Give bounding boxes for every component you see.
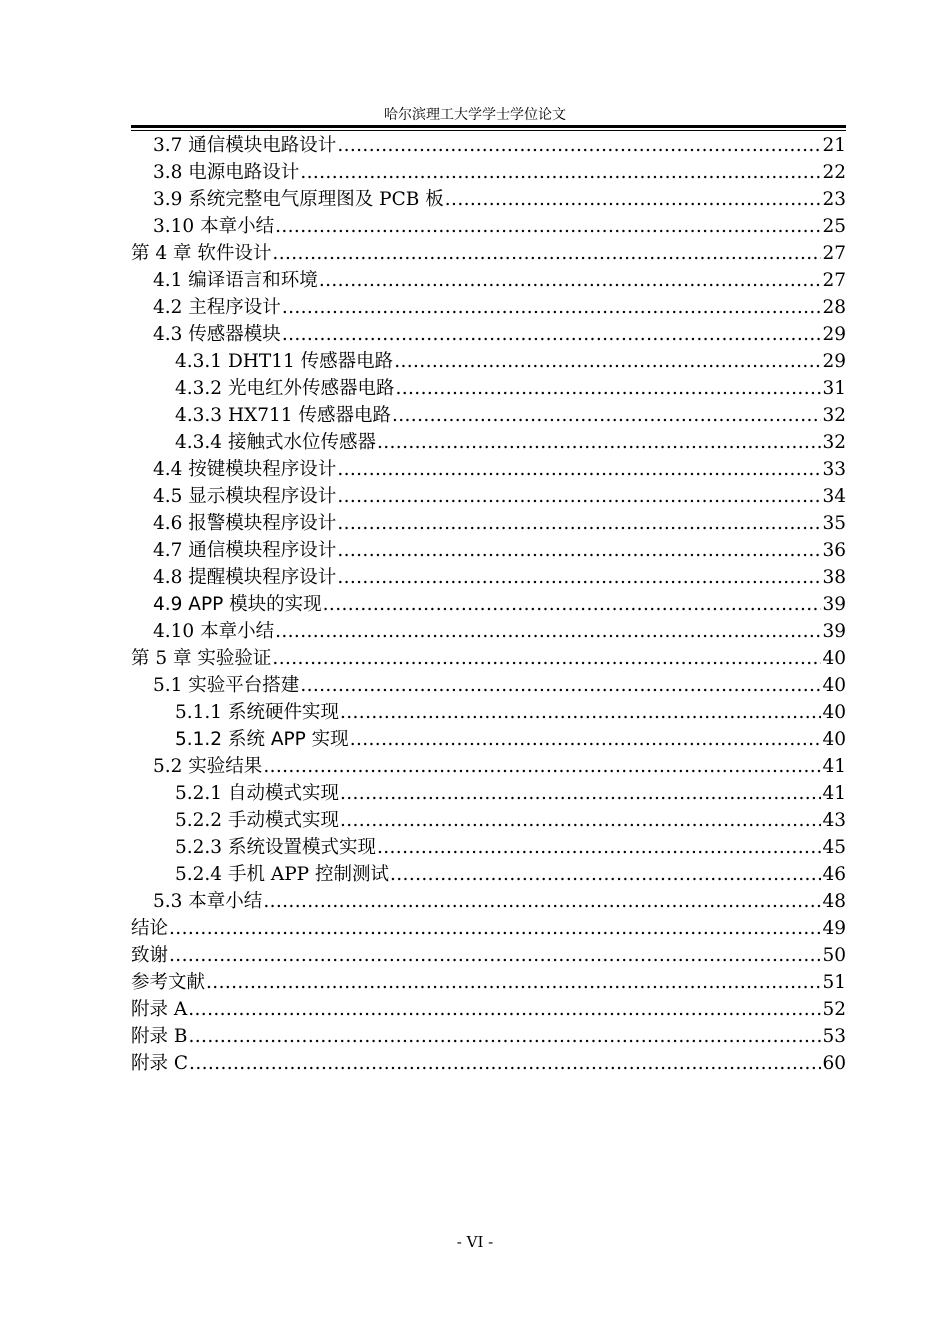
toc-dot-leader	[189, 1050, 821, 1077]
toc-dot-leader	[445, 186, 822, 213]
toc-entry[interactable]	[131, 699, 846, 726]
toc-dot-leader	[337, 483, 821, 510]
toc-entry[interactable]	[131, 132, 846, 159]
toc-dot-leader	[392, 402, 822, 429]
toc-entry-title: 5.3 本章小结	[153, 891, 263, 912]
toc-dot-leader	[272, 645, 821, 672]
toc-entry-title: 4.8 提醒模块程序设计	[153, 567, 337, 588]
toc-entry[interactable]	[131, 915, 846, 942]
header-rule-thick	[131, 125, 846, 128]
toc-entry-title: 第 4 章 软件设计	[131, 243, 272, 264]
toc-entry-page: 60	[822, 1053, 846, 1074]
toc-entry[interactable]	[131, 321, 846, 348]
toc-entry[interactable]	[131, 564, 846, 591]
toc-entry[interactable]	[131, 726, 846, 753]
toc-entry-page: 23	[822, 189, 846, 210]
toc-dot-leader	[337, 537, 821, 564]
toc-entry-page: 40	[822, 702, 846, 723]
toc-entry[interactable]	[131, 483, 846, 510]
toc-entry-title: 4.1 编译语言和环境	[153, 270, 318, 291]
toc-entry-title: 3.9 系统完整电气原理图及 PCB 板	[153, 189, 444, 210]
toc-entry[interactable]	[131, 645, 846, 672]
toc-entry-title: 4.2 主程序设计	[153, 297, 281, 318]
toc-entry-title: 4.3 传感器模块	[153, 324, 281, 345]
toc-entry-title: 致谢	[131, 945, 169, 966]
toc-entry-title: 4.6 报警模块程序设计	[153, 513, 337, 534]
toc-entry-title: 4.3.1 DHT11 传感器电路	[175, 351, 394, 372]
toc-dot-leader	[263, 888, 821, 915]
toc-entry-title: 5.2.4 手机 APP 控制测试	[175, 864, 389, 885]
toc-entry-title: 5.1 实验平台搭建	[153, 675, 300, 696]
toc-entry[interactable]	[131, 186, 846, 213]
toc-entry-page: 34	[822, 486, 846, 507]
toc-entry-title: 4.10 本章小结	[153, 621, 275, 642]
running-header-title: 哈尔滨理工大学学士学位论文	[384, 107, 566, 123]
toc-entry-page: 52	[822, 999, 846, 1020]
toc-dot-leader	[275, 618, 821, 645]
toc-entry-page: 38	[822, 567, 846, 588]
toc-entry[interactable]	[131, 267, 846, 294]
toc-dot-leader	[394, 348, 821, 375]
toc-entry-page: 46	[822, 864, 846, 885]
toc-entry[interactable]	[131, 240, 846, 267]
toc-dot-leader	[272, 240, 821, 267]
toc-entry[interactable]	[131, 159, 846, 186]
toc-entry-page: 31	[822, 378, 846, 399]
toc-entry-page: 27	[822, 243, 846, 264]
toc-entry-page: 51	[822, 972, 846, 993]
toc-entry-page: 33	[822, 459, 846, 480]
toc-entry-page: 36	[822, 540, 846, 561]
toc-entry[interactable]	[131, 888, 846, 915]
toc-entry-page: 50	[822, 945, 846, 966]
toc-dot-leader	[337, 564, 821, 591]
toc-entry-title: 第 5 章 实验验证	[131, 648, 272, 669]
toc-entry[interactable]	[131, 753, 846, 780]
toc-entry-page: 29	[822, 324, 846, 345]
toc-entry-title: 5.1.2 系统 APP 实现	[175, 729, 349, 750]
toc-entry[interactable]	[131, 1023, 846, 1050]
toc-entry-page: 22	[822, 162, 846, 183]
toc-dot-leader	[275, 213, 821, 240]
toc-entry-page: 48	[822, 891, 846, 912]
toc-dot-leader	[263, 753, 821, 780]
toc-entry[interactable]	[131, 969, 846, 996]
toc-dot-leader	[323, 591, 822, 618]
toc-entry[interactable]	[131, 213, 846, 240]
toc-entry-title: 4.3.2 光电红外传感器电路	[175, 378, 395, 399]
toc-entry[interactable]	[131, 402, 846, 429]
toc-dot-leader	[300, 672, 821, 699]
header-rule-thin	[131, 130, 846, 131]
toc-dot-leader	[282, 321, 822, 348]
toc-entry-title: 结论	[131, 918, 169, 939]
toc-entry-title: 4.9 APP 模块的实现	[153, 594, 322, 615]
toc-dot-leader	[390, 861, 821, 888]
toc-dot-leader	[282, 294, 822, 321]
toc-dot-leader	[350, 726, 822, 753]
toc-dot-leader	[340, 699, 821, 726]
toc-entry-page: 25	[822, 216, 846, 237]
toc-entry-title: 3.8 电源电路设计	[153, 162, 300, 183]
toc-entry-title: 4.4 按键模块程序设计	[153, 459, 337, 480]
toc-entry-title: 附录 A	[131, 999, 188, 1020]
toc-entry-title: 4.5 显示模块程序设计	[153, 486, 337, 507]
toc-entry-page: 41	[822, 756, 846, 777]
toc-entry[interactable]	[131, 375, 846, 402]
toc-dot-leader	[300, 159, 821, 186]
toc-dot-leader	[395, 375, 821, 402]
toc-entry-page: 41	[822, 783, 846, 804]
toc-dot-leader	[377, 429, 821, 456]
toc-entry-title: 参考文献	[131, 972, 206, 993]
toc-entry[interactable]	[131, 861, 846, 888]
toc-entry-title: 3.7 通信模块电路设计	[153, 135, 337, 156]
toc-entry-page: 45	[822, 837, 846, 858]
toc-dot-leader	[337, 510, 821, 537]
toc-entry-title: 附录 B	[131, 1026, 188, 1047]
toc-entry[interactable]	[131, 672, 846, 699]
toc-dot-leader	[319, 267, 822, 294]
toc-entry-page: 35	[822, 513, 846, 534]
toc-entry[interactable]	[131, 456, 846, 483]
toc-dot-leader	[169, 942, 821, 969]
toc-entry[interactable]	[131, 807, 846, 834]
table-of-contents	[131, 132, 846, 1077]
toc-entry-title: 4.7 通信模块程序设计	[153, 540, 337, 561]
toc-entry[interactable]	[131, 294, 846, 321]
page-number-footer: - VI -	[456, 1233, 494, 1251]
toc-entry-page: 40	[822, 729, 846, 750]
toc-entry-title: 5.2.3 系统设置模式实现	[175, 837, 376, 858]
toc-dot-leader	[206, 969, 821, 996]
toc-entry[interactable]	[131, 942, 846, 969]
toc-entry-page: 21	[822, 135, 846, 156]
toc-dot-leader	[340, 807, 821, 834]
toc-entry-page: 28	[822, 297, 846, 318]
toc-entry-page: 32	[822, 432, 846, 453]
toc-entry-page: 49	[822, 918, 846, 939]
toc-entry[interactable]	[131, 996, 846, 1023]
toc-entry[interactable]	[131, 510, 846, 537]
toc-entry-page: 29	[822, 351, 846, 372]
toc-entry-page: 43	[822, 810, 846, 831]
toc-entry-title: 4.3.3 HX711 传感器电路	[175, 405, 391, 426]
toc-entry-title: 4.3.4 接触式水位传感器	[175, 432, 376, 453]
toc-dot-leader	[188, 1023, 821, 1050]
toc-entry-title: 3.10 本章小结	[153, 216, 275, 237]
toc-entry-page: 40	[822, 648, 846, 669]
toc-dot-leader	[337, 456, 821, 483]
toc-entry[interactable]	[131, 591, 846, 618]
toc-entry[interactable]	[131, 429, 846, 456]
toc-entry-page: 27	[822, 270, 846, 291]
toc-entry[interactable]	[131, 1050, 846, 1077]
toc-dot-leader	[337, 132, 821, 159]
toc-entry-page: 32	[822, 405, 846, 426]
toc-entry-title: 5.1.1 系统硬件实现	[175, 702, 339, 723]
toc-entry[interactable]	[131, 780, 846, 807]
toc-dot-leader	[340, 780, 821, 807]
toc-entry[interactable]	[131, 618, 846, 645]
toc-entry-title: 5.2.1 自动模式实现	[175, 783, 339, 804]
toc-entry[interactable]	[131, 834, 846, 861]
toc-dot-leader	[169, 915, 821, 942]
toc-entry[interactable]	[131, 348, 846, 375]
toc-entry-page: 40	[822, 675, 846, 696]
toc-dot-leader	[188, 996, 821, 1023]
toc-dot-leader	[377, 834, 821, 861]
toc-entry-page: 39	[822, 594, 846, 615]
toc-entry-title: 5.2.2 手动模式实现	[175, 810, 339, 831]
toc-entry-page: 53	[822, 1026, 846, 1047]
toc-entry-title: 5.2 实验结果	[153, 756, 263, 777]
toc-entry-page: 39	[822, 621, 846, 642]
toc-entry[interactable]	[131, 537, 846, 564]
toc-entry-title: 附录 C	[131, 1053, 189, 1074]
